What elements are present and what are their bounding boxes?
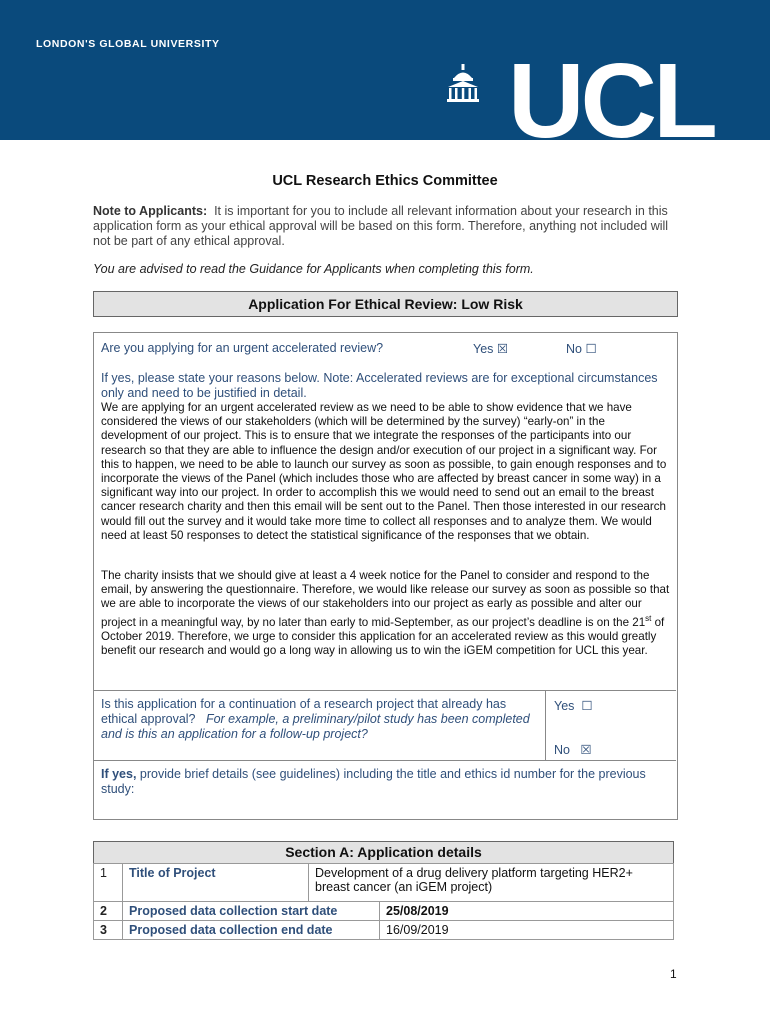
page-number: 1 [670,967,677,981]
charity-notice-text [101,569,671,658]
charity-text-part2: of October 2019. Therefore, we urge to consider this application for an accelerated review as this would greatly benefit our research and would go a long way in allowing us to win the iGEM competition for UCL this year. [101,615,665,657]
table-row [94,864,674,902]
end-date-value: 16/09/2019 [380,921,674,940]
urgent-reasons-text: We are applying for an urgent accelerated review as we need to be able to show evidence that we have considered the views of our stakeholders (which will be determined by the survey) “early-on” in the development of our project. This is to ensure that we integrate the responses of the participants into our research so that they are able to influence the design and/or execution of our project in a significant way. For this to happen, we need to be able to launch our survey as soon as possible, to gain enough responses and to incorporate the views of the Panel (which includes those who are affected by breast cancer in some way) in a significant way into our project. In order to accomplish this we would need to send out an email to the breast cancer research charity and then this email will be sent out to the Panel. Then those interested in our research would fill out the survey and it would take more time to collect all responses and to analyze them. We would need at least 50 responses to detect the statistical significance of the responses that we obtain. [101,401,667,542]
form-title: Application For Ethical Review: Low Risk [93,291,678,317]
previous-study-text: provide brief details (see guidelines) including the title and ethics id number for the previous study: [101,767,646,796]
continuation-example: For example, a preliminary/pilot study has been completed and is this an application for a follow-up project? [101,712,530,741]
urgent-review-no-checkbox[interactable]: No ☐ [566,342,597,356]
urgent-review-yes-checkbox[interactable]: Yes ☒ [473,342,509,356]
note-text: It is important for you to include all relevant information about your research in this application form as your ethical approval will be based on this form. Therefore, anything not included will not be part of any ethical approval. [93,204,669,248]
row-label: Proposed data collection end date [123,921,380,940]
document-title: UCL Research Ethics Committee [272,173,498,189]
section-a-title: Section A: Application details [93,841,674,864]
application-details-table [93,863,674,940]
note-to-applicants [93,204,683,249]
row-number: 1 [94,864,123,902]
ucl-portico-logo-icon [446,64,480,104]
divider [93,690,676,691]
project-title-value: Development of a drug delivery platform targeting HER2+ breast cancer (an iGEM project) [309,864,674,902]
university-tagline: LONDON'S GLOBAL UNIVERSITY [36,38,220,50]
charity-text-sup: st [645,613,652,623]
if-yes-instructions: If yes, please state your reasons below. Note: Accelerated reviews are for exceptional circumstances only and need to be justified in detail. [101,371,658,400]
start-date-value: 25/08/2019 [380,902,674,921]
row-label: Proposed data collection start date [123,902,380,921]
if-yes-label: If yes, [101,767,137,781]
charity-text-part1: The charity insists that we should give at least a 4 week notice for the Panel to consider and respond to the email, by answering the questionnaire. Therefore, we would like release our survey as soon as possible so that we are able to incorporate the views of our stakeholders into our project as early as possible and alter our project in a meaningful way, by no later than early to mid-September, as our project’s deadline is on the 21 [101,569,670,629]
row-number: 3 [94,921,123,940]
divider [545,690,546,760]
row-label: Title of Project [123,864,309,902]
continuation-question [101,697,541,742]
continuation-yes-checkbox[interactable]: Yes ☐ [554,699,593,713]
row-number: 2 [94,902,123,921]
table-row [94,921,674,940]
continuation-question-text: Is this application for a continuation of a research project that already has ethical approval? [101,697,507,726]
ucl-logo-text: UCL [508,42,714,160]
note-label: Note to Applicants: [93,204,208,218]
table-row [94,902,674,921]
header-banner [0,0,770,160]
divider [93,760,676,761]
previous-study-prompt [101,767,661,797]
guidance-advice: You are advised to read the Guidance for Applicants when completing this form. [93,262,534,276]
urgent-review-question: Are you applying for an urgent accelerated review? [101,341,384,355]
continuation-no-checkbox[interactable]: No ☒ [554,743,592,757]
